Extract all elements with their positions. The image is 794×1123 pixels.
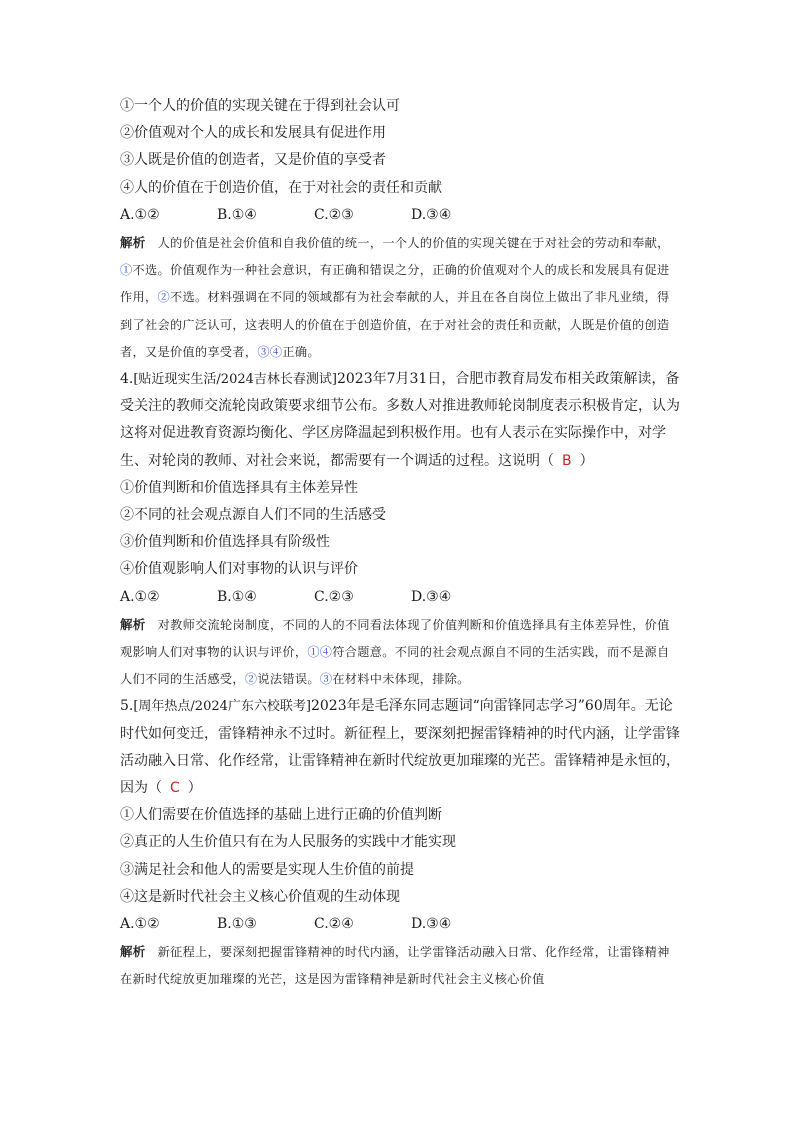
q4-stem: [120, 366, 680, 475]
q3-option-a: A.①②: [120, 206, 160, 223]
q5-source: [周年热点/2024广东六校联考]: [133, 699, 311, 715]
q4-stem-text: 2023年7月31日，合肥市教育局发布相关政策解读，备受关注的教师交流轮岗政策要求细节公布。多数人对推进教师轮岗制度表示积极肯定，认为这将对促进教育资源均衡化、学区房降温起到积极作用。也有人表示在实际操作中，对学生、对轮岗的教师、对社会来说，都需要有一个调适的过程。这说明（: [120, 370, 680, 469]
q3-statement-2: ②价值观对个人的成长和发展具有促进作用: [120, 125, 386, 142]
q4-statement-2: ②不同的社会观点源自人们不同的生活感受: [120, 506, 386, 523]
q4-statement-1: ①价值判断和价值选择具有主体差异性: [120, 479, 358, 496]
q3-explanation-tag: 解析: [120, 234, 146, 250]
q4-exp-text-3: 说法错误。: [257, 672, 320, 687]
q4-options: [120, 584, 680, 611]
q5-statements: [120, 802, 680, 911]
q3-exp-mark-2: ②: [157, 290, 170, 305]
q3-option-c: C.②③: [314, 206, 354, 223]
q4-source: [贴近现实生活/2024吉林长春测试]: [133, 371, 337, 387]
q5-explanation-tag: 解析: [120, 944, 146, 960]
q4-exp-mark-2: ②: [244, 672, 258, 687]
q4-exp-mark-1: ①④: [307, 644, 333, 659]
q3-statements: [120, 93, 680, 202]
q5-stem: [120, 693, 680, 802]
q5-options: [120, 911, 680, 938]
q5-statement-1: ①人们需要在价值选择的基础上进行正确的价值判断: [120, 807, 442, 824]
q4-exp-text-1: 对教师交流轮岗制度，不同的人的不同看法体现了价值判断和价值选择具有主体差异性，价值观影响人们对事物的认识与评价，: [120, 617, 670, 659]
q5-statement-3: ③满足社会和他人的需要是实现人生价值的前提: [120, 861, 414, 878]
document-page: [120, 93, 680, 993]
q3-statement-1: ①一个人的价值的实现关键在于得到社会认可: [120, 98, 400, 114]
q5-option-d: D.③④: [411, 915, 452, 932]
q3-statement-4: ④人的价值在于创造价值，在于对社会的责任和贡献: [120, 179, 442, 196]
q4-stem-end: ）: [579, 452, 594, 469]
q5-stem-end: ）: [187, 779, 202, 796]
q4-explanation: [120, 611, 680, 694]
q3-option-b: B.①④: [217, 206, 257, 223]
q4-number: 4.: [120, 370, 134, 387]
q5-exp-text: 新征程上，要深刻把握雷锋精神的时代内涵，让学雷锋活动融入日常、化作经常，让雷锋精神在新时代绽放更加璀璨的光芒，这是因为雷锋精神是新时代社会主义核心价值: [120, 945, 670, 987]
q4-exp-text-2: 符合题意。不同的社会观点源自不同的生活实践，而不是源自人们不同的生活感受，: [120, 644, 670, 687]
q5-explanation: [120, 938, 680, 993]
q3-statement-3: ③人既是价值的创造者，又是价值的享受者: [120, 152, 386, 169]
q5-option-a: A.①②: [120, 915, 160, 932]
q5-option-b: B.①③: [217, 915, 257, 932]
q4-option-a: A.①②: [120, 588, 160, 605]
q4-answer: B: [562, 452, 572, 469]
q4-exp-mark-3: ③: [319, 672, 333, 687]
q4-statement-4: ④价值观影响人们对事物的认识与评价: [120, 561, 358, 578]
q3-exp-text-1: 人的价值是社会价值和自我价值的统一，一个人的价值的实现关键在于对社会的劳动和奉献，: [157, 235, 670, 250]
q3-exp-mark-3: ③④: [257, 344, 283, 359]
q3-explanation: [120, 229, 680, 366]
q4-option-c: C.②③: [314, 588, 354, 605]
q5-number: 5.: [120, 698, 134, 715]
q4-statements: [120, 475, 680, 584]
q5-statement-2: ②真正的人生价值只有在为人民服务的实践中才能实现: [120, 834, 456, 851]
q5-answer: C: [170, 779, 180, 796]
q3-option-d: D.③④: [411, 206, 452, 223]
q3-exp-mark-1: ①: [120, 263, 133, 278]
q5-statement-4: ④这是新时代社会主义核心价值观的生动体现: [120, 888, 400, 905]
q4-exp-text-4: 在材料中未体现，排除。: [332, 672, 470, 687]
q3-exp-text-4: 正确。: [282, 344, 320, 359]
q4-option-b: B.①④: [217, 588, 257, 605]
q5-stem-text: 2023年是毛泽东同志题词“向雷锋同志学习”60周年。无论时代如何变迁，雷锋精神永不过时。新征程上，要深刻把握雷锋精神的时代内涵，让学雷锋活动融入日常、化作经常，让雷锋精神在新时代绽放更加璀璨的光芒。雷锋精神是永恒的，因为（: [120, 698, 680, 796]
q4-option-d: D.③④: [411, 588, 452, 605]
q4-statement-3: ③价值判断和价值选择具有阶级性: [120, 534, 330, 551]
q3-exp-text-2: 不选。价值观作为一种社会意识，有正确和错误之分，正确的价值观对个人的成长和发展具有促进作用，: [120, 263, 670, 305]
q5-option-c: C.②④: [314, 915, 354, 932]
q3-options: [120, 202, 680, 229]
q3-exp-text-3: 不选。材料强调在不同的领域都有为社会奉献的人，并且在各自岗位上做出了非凡业绩，得到了社会的广泛认可，这表明人的价值在于创造价值，在于对社会的责任和贡献，人既是价值的创造者，又是价值的享受者，: [120, 290, 670, 359]
q4-explanation-tag: 解析: [120, 616, 146, 632]
